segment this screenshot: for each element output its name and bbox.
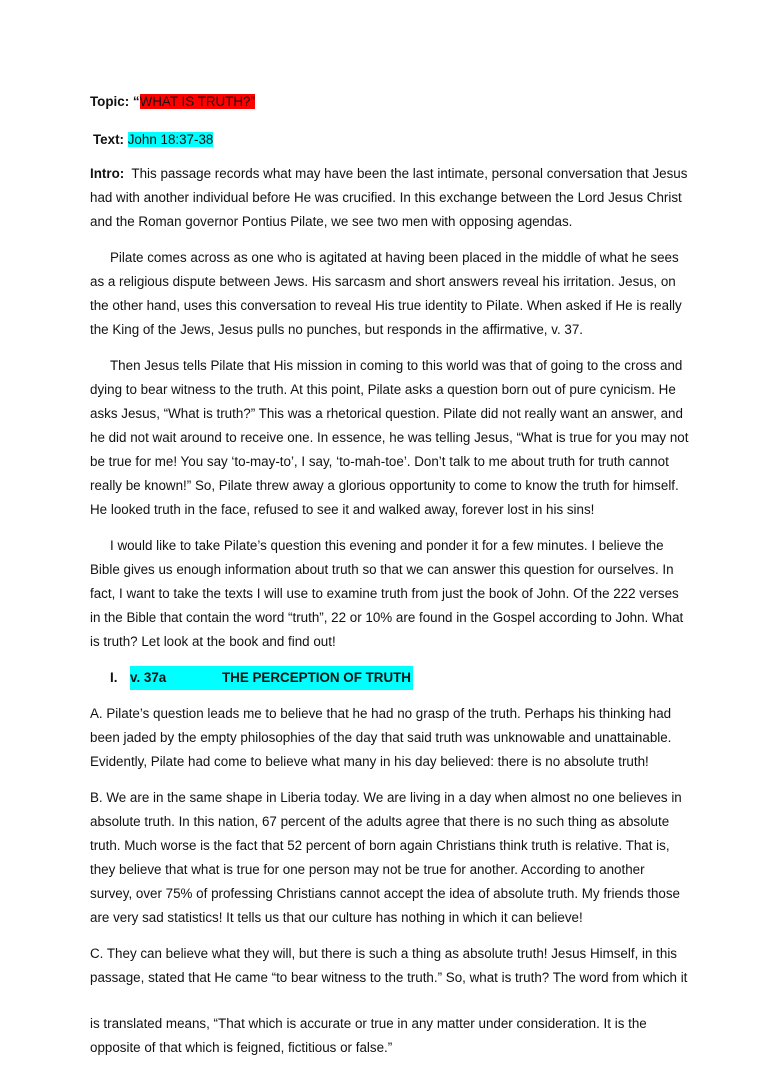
point-c-continued: is translated means, “That which is accurate or true in any matter under consideration. It is the opposite of that which is feigned, fictitious or false.” [90, 1016, 647, 1055]
text-line [90, 128, 690, 152]
section-heading-1 [90, 666, 690, 690]
intro-body: This passage records what may have been the last intimate, personal conversation that Jesus had with another individual before He was crucified. In this exchange between the Lord Jesus Christ and the Roman governor Pontius Pilate, we see two men with opposing agendas. [90, 166, 688, 229]
point-c: C. They can believe what they will, but there is such a thing as absolute truth! Jesus Himself, in this passage, stated that He came “to bear witness to the truth.” So, what is truth? The word from which it [90, 946, 688, 985]
body-paragraph-2: Then Jesus tells Pilate that His mission in coming to this world was that of going to the cross and dying to bear witness to the truth. At this point, Pilate asks a question born out of pure cynicism. He asks Jesus, “What is truth?” This was a rhetorical question. Pilate did not really want an answer, and he did not wait around to receive one. In essence, he was telling Jesus, “What is true for you may not be true for me! You say ‘to-may-to’, I say, ‘to-mah-toe’. Don’t talk to me about truth for truth cannot really be known!” So, Pilate threw away a glorious opportunity to come to know the truth for himself. He looked truth in the face, refused to see it and walked away, forever lost in his sins! [90, 358, 689, 517]
intro-paragraph [90, 162, 690, 234]
topic-quote-open: “ [132, 94, 140, 109]
text-label: Text: [93, 132, 124, 147]
section-highlight [130, 666, 413, 690]
document-page [90, 90, 690, 1072]
section-numeral: I. [110, 670, 118, 685]
topic-label: Topic: [90, 94, 130, 109]
body-paragraph-3: I would like to take Pilate’s question this evening and ponder it for a few minutes. I believe the Bible gives us enough information about truth so that we can answer this question for ourselves. In fact, I want to take the texts I will use to examine truth from just the book of John. Of the 222 verses in the Bible that contain the word “truth”, 22 or 10% are found in the Gospel according to John. What is truth? Let look at the book and find out! [90, 538, 684, 649]
topic-value: WHAT IS TRUTH?” [139, 94, 255, 109]
point-a: A. Pilate’s question leads me to believe that he had no grasp of the truth. Perhaps his thinking had been jaded by the empty philosophies of the day that said truth was unknowable and unattainable. Evidently, Pilate had come to believe what many in his day believed: there is no absolute truth! [90, 706, 672, 769]
topic-line [90, 90, 690, 114]
section-reference: v. 37a [130, 670, 167, 685]
section-title: THE PERCEPTION OF TRUTH [222, 670, 411, 685]
text-reference: John 18:37-38 [127, 132, 214, 147]
intro-label: Intro: [90, 166, 125, 181]
point-b: B. We are in the same shape in Liberia today. We are living in a day when almost no one believes in absolute truth. In this nation, 67 percent of the adults agree that there is no such thing as absolute truth. Much worse is the fact that 52 percent of born again Christians think truth is relative. That is, they believe that what is true for one person may not be true for another. According to another survey, over 75% of professing Christians cannot accept the idea of absolute truth. My friends those are very sad statistics! It tells us that our culture has nothing in which it can believe! [90, 790, 682, 925]
body-paragraph-1: Pilate comes across as one who is agitated at having been placed in the middle of what he sees as a religious dispute between Jews. His sarcasm and short answers reveal his irritation. Jesus, on the other hand, uses this conversation to reveal His true identity to Pilate. When asked if He is really the King of the Jews, Jesus pulls no punches, but responds in the affirmative, v. 37. [90, 250, 682, 337]
